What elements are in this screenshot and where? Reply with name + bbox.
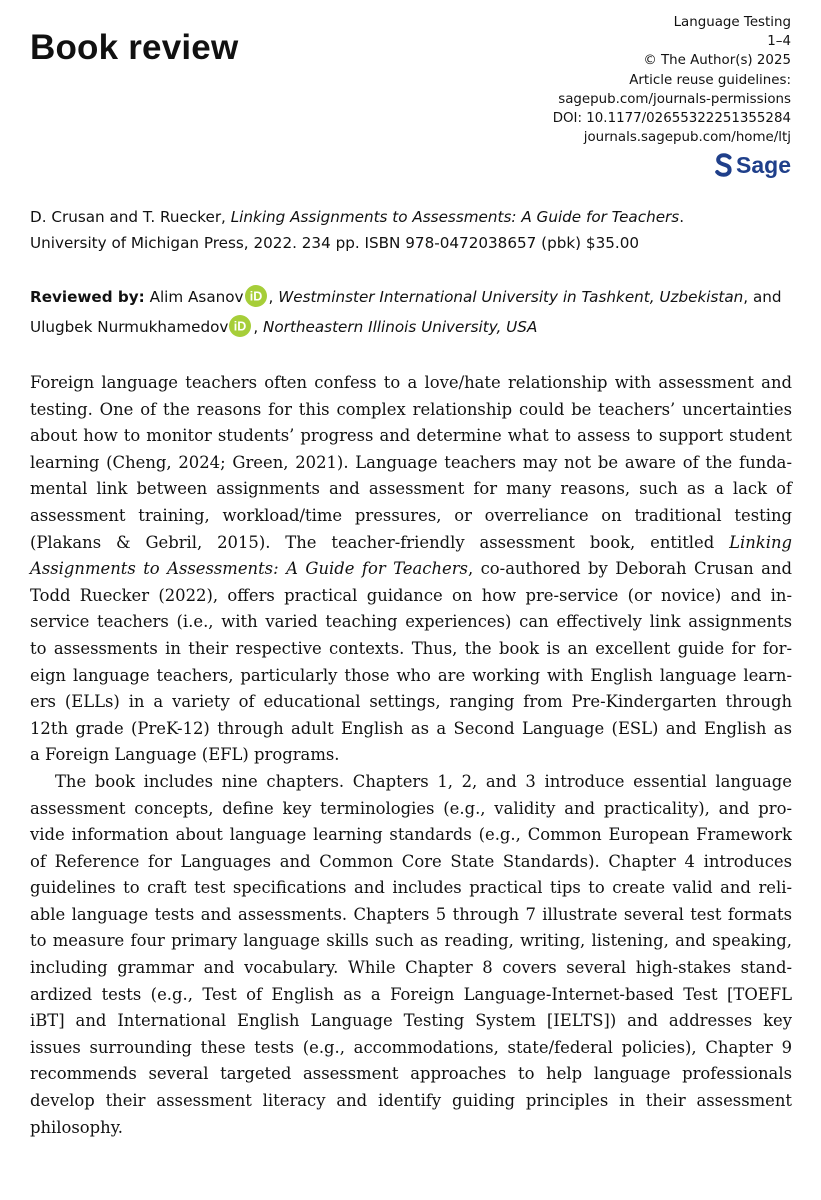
reviewer-line-1: Reviewed by: Alim Asanov iD , Westminster International University in Tashkent, Uzbekistan, and [30, 282, 800, 312]
text-line: vide information about language learning standards (e.g., Common European Framework [30, 825, 792, 845]
reviewer-2-name: Ulugbek Nurmukhamedov [30, 318, 229, 336]
text-line: 12th grade (PreK-12) through adult English as a Second Language (ESL) and English as [30, 718, 792, 738]
text-line: to assessments in their respective contexts. Thus, the book is an excellent guide for for- [30, 638, 792, 658]
text-line: able language tests and assessments. Chapters 5 through 7 illustrate several test formats [30, 904, 792, 924]
text-line: The book includes nine chapters. Chapters 1, 2, and 3 introduce essential language [55, 771, 792, 791]
text-line: guidelines to craft test specifications and includes practical tips to create valid and reli- [30, 878, 792, 898]
book-citation [30, 204, 800, 256]
doi[interactable]: DOI: 10.1177/02655322251355284 [552, 111, 791, 127]
reuse-guidelines-label: Article reuse guidelines: [629, 72, 791, 88]
journal-homepage-link[interactable]: journals.sagepub.com/home/ltj [583, 130, 791, 146]
text-line: mental link between assignments and assessment for many reasons, such as a lack of [30, 479, 792, 499]
book-title-inline: Linking [729, 532, 792, 552]
text-line: about how to monitor students’ progress and determine what to assess to support student [30, 426, 792, 446]
page-range: 1–4 [767, 34, 791, 50]
text-line: recommends several targeted assessment approaches to help language professionals [30, 1064, 792, 1084]
permissions-link[interactable]: sagepub.com/journals-permissions [558, 91, 791, 107]
reviewer-1-name: Alim Asanov [144, 288, 244, 306]
paragraph-2 [30, 769, 792, 1141]
paragraph-1 [30, 370, 792, 769]
page-title: Book review [30, 28, 239, 67]
text-line: Todd Ruecker (2022), offers practical guidance on how pre-service (or novice) and in- [30, 585, 792, 605]
text-line: to measure four primary language skills such as reading, writing, listening, and speaking, [30, 931, 792, 951]
review-body [30, 370, 792, 1141]
text-line: develop their assessment literacy and identify guiding principles in their assessment [30, 1091, 792, 1111]
text-line: assessment training, workload/time pressures, or overreliance on traditional testing [30, 505, 792, 525]
text-line: Foreign language teachers often confess to a love/hate relationship with assessment and [30, 373, 792, 392]
text-line: issues surrounding these tests (e.g., accommodations, state/federal policies), Chapter 9 [30, 1037, 792, 1057]
text-line: assessment concepts, define key terminologies (e.g., validity and practicality), and pro- [30, 798, 792, 818]
text-line: philosophy. [30, 1117, 124, 1137]
citation-line-2: University of Michigan Press, 2022. 234 pp. ISBN 978-0472038657 (pbk) $35.00 [30, 234, 640, 252]
reviewers [30, 282, 800, 342]
reviewed-by-label: Reviewed by: [30, 288, 145, 306]
publisher-name: Sage [736, 152, 791, 179]
text-line: ers (ELLs) in a variety of educational settings, ranging from Pre-Kindergarten through [30, 692, 792, 712]
journal-name: Language Testing [673, 15, 791, 30]
publisher-logo [715, 152, 791, 178]
orcid-label: iD [249, 289, 262, 304]
journal-meta [553, 13, 791, 184]
text-line: ardized tests (e.g., Test of English as a Foreign Language-Internet-based Test [TOEFL [30, 984, 792, 1004]
text-line: iBT] and International English Language Testing System [IELTS]) and addresses key [30, 1011, 792, 1031]
text-line: Assignments to Assessments: A Guide for Teachers, co-authored by Deborah Crusan and [30, 559, 793, 579]
text-line: of Reference for Languages and Common Core State Standards). Chapter 4 introduces [30, 851, 792, 871]
reviewer-line-2: Ulugbek Nurmukhamedov iD , Northeastern Illinois University, USA [30, 312, 800, 342]
book-authors: D. Crusan and T. Ruecker, [30, 208, 231, 226]
text-line: (Plakans & Gebril, 2015). The teacher-friendly assessment book, entitled Linking [30, 532, 792, 552]
orcid-icon[interactable] [245, 285, 267, 307]
text-line: a Foreign Language (EFL) programs. [30, 745, 340, 765]
book-title: Linking Assignments to Assessments: A Guide for Teachers [230, 208, 680, 226]
text-line: learning (Cheng, 2024; Green, 2021). Language teachers may not be aware of the funda- [30, 452, 792, 472]
reviewer-2-affiliation: Northeastern Illinois University, USA [263, 318, 538, 336]
reviewer-1-affiliation: Westminster International University in Tashkent, Uzbekistan [278, 288, 744, 306]
orcid-icon[interactable] [229, 315, 251, 337]
text-line: including grammar and vocabulary. While Chapter 8 covers several high-stakes stand- [30, 958, 792, 978]
sage-s-icon [715, 153, 733, 177]
text-line: testing. One of the reasons for this complex relationship could be teachers’ uncertainties [30, 399, 792, 419]
copyright: © The Author(s) 2025 [643, 53, 791, 69]
book-title-inline: Assignments to Assessments: A Guide for Teachers [30, 559, 468, 579]
orcid-label: iD [234, 319, 247, 334]
text-line: eign language teachers, particularly those who are working with English language learn- [30, 665, 792, 685]
text-line: service teachers (i.e., with varied teaching experiences) can effectively link assignments [30, 612, 792, 632]
citation-line-1: D. Crusan and T. Ruecker, Linking Assignments to Assessments: A Guide for Teachers. [30, 208, 685, 226]
